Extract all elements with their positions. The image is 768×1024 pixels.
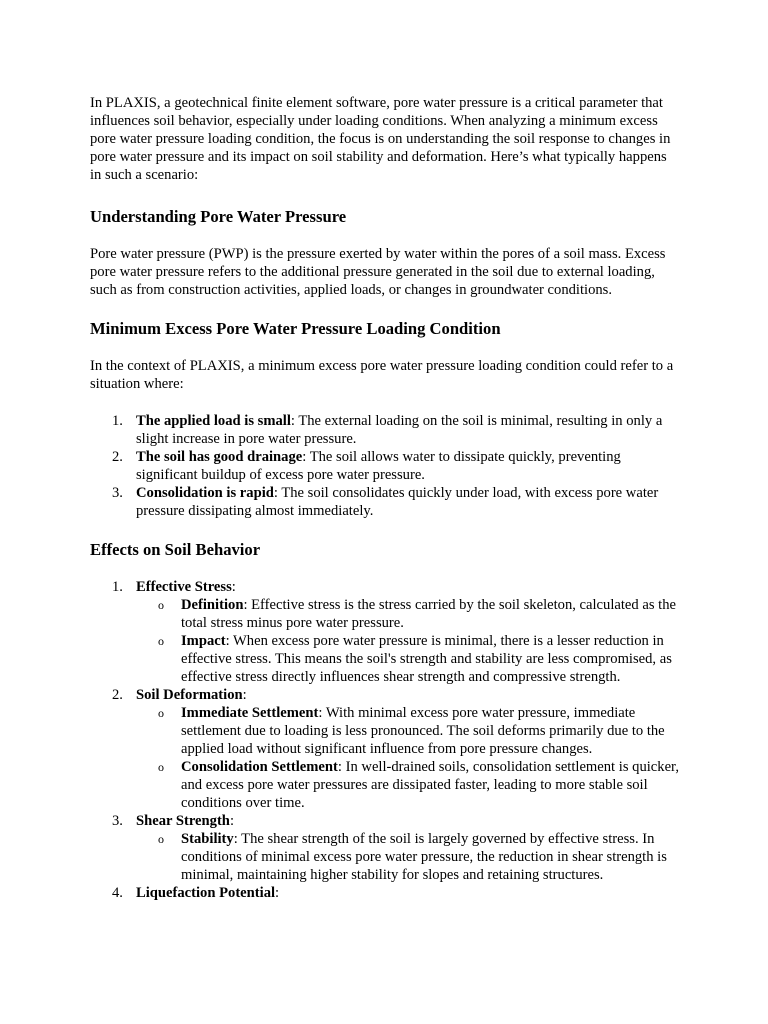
list-number: 2. xyxy=(112,687,123,703)
list-item-text: : The external loading on the soil is minimal, resulting in only a slight increase in pore water pressure. xyxy=(136,413,663,447)
sub-list-item xyxy=(90,704,680,758)
document-page xyxy=(90,94,680,902)
section-heading-understanding-pwp: Understanding Pore Water Pressure xyxy=(90,207,347,226)
bullet-icon: o xyxy=(158,598,164,612)
section-heading-minimum-excess-pwp: Minimum Excess Pore Water Pressure Loading Condition xyxy=(90,319,501,338)
list-item-text: : The soil allows water to dissipate quickly, preventing significant buildup of excess pore water pressure. xyxy=(136,449,621,483)
list-item xyxy=(90,884,680,902)
section-heading-effects: Effects on Soil Behavior xyxy=(90,540,261,559)
list-item xyxy=(90,448,680,484)
sub-list xyxy=(136,596,680,686)
section-paragraph-pwp: Pore water pressure (PWP) is the pressure exerted by water within the pores of a soil mass. Excess pore water pressure refers to the additional pressure generated in the soil due to external loading, such as from construction activities, applied loads, or changes in groundwater conditions. xyxy=(90,246,666,298)
bullet-icon: o xyxy=(158,760,164,774)
list-number: 3. xyxy=(112,813,123,829)
bullet-icon: o xyxy=(158,706,164,720)
sub-item-title: Immediate Settlement xyxy=(181,705,319,721)
sub-list-item xyxy=(90,758,680,812)
list-number: 3. xyxy=(112,485,123,501)
list-item-title: The applied load is small xyxy=(136,413,291,429)
list-item-text: : The soil consolidates quickly under load, with excess pore water pressure dissipating almost immediately. xyxy=(136,485,659,519)
sub-item-text: : The shear strength of the soil is largely governed by effective stress. In conditions of minimal excess pore water pressure, the reduction in shear strength is minimal, maintaining higher stability for slopes and retaining structures. xyxy=(181,831,667,883)
sub-item-text: : Effective stress is the stress carried by the soil skeleton, calculated as the total stress minus pore water pressure. xyxy=(181,597,676,631)
list-item-text: : xyxy=(229,813,234,829)
sub-list-item xyxy=(90,830,680,884)
list-item-title: Consolidation is rapid xyxy=(136,485,274,501)
list-item xyxy=(90,412,680,448)
section-paragraph-context: In the context of PLAXIS, a minimum excess pore water pressure loading condition could refer to a situation where: xyxy=(90,358,674,392)
sub-list-item xyxy=(90,632,680,686)
list-number: 1. xyxy=(112,413,123,429)
sub-item-title: Impact xyxy=(181,633,226,649)
list-item-title: Effective Stress xyxy=(136,579,232,595)
list-number: 4. xyxy=(112,885,123,901)
bullet-icon: o xyxy=(158,832,164,846)
sub-list xyxy=(136,830,680,884)
sub-item-text: : In well-drained soils, consolidation settlement is quicker, and excess pore water pressures are dissipated faster, leading to more stable soil conditions over time. xyxy=(181,759,679,811)
list-item xyxy=(90,812,680,884)
sub-list-item xyxy=(90,596,680,632)
list-number: 1. xyxy=(112,579,123,595)
list-item-text: : xyxy=(231,579,236,595)
list-item xyxy=(90,686,680,812)
list-item-text: : xyxy=(275,885,280,901)
list-item xyxy=(90,578,680,686)
sub-item-text: : When excess pore water pressure is minimal, there is a lesser reduction in effective stress. This means the soil's strength and stability are less compromised, as effective stress directly influences shear strength and compressive strength. xyxy=(181,633,672,685)
list-item-text: : xyxy=(242,687,247,703)
list-item-title: Soil Deformation xyxy=(136,687,243,703)
list-number: 2. xyxy=(112,449,123,465)
sub-item-title: Consolidation Settlement xyxy=(181,759,338,775)
list-item xyxy=(90,484,680,520)
effects-list xyxy=(90,578,680,902)
list-item-title: Shear Strength xyxy=(136,813,230,829)
sub-list xyxy=(136,704,680,812)
sub-item-text: : With minimal excess pore water pressure, immediate settlement due to loading is less pronounced. The soil deforms primarily due to the applied load without significant influence from pore pressure changes. xyxy=(181,705,665,757)
sub-item-title: Stability xyxy=(181,831,234,847)
list-item-title: The soil has good drainage xyxy=(136,449,303,465)
list-item-title: Liquefaction Potential xyxy=(136,885,276,901)
conditions-list xyxy=(90,412,680,520)
sub-item-title: Definition xyxy=(181,597,244,613)
bullet-icon: o xyxy=(158,634,164,648)
intro-paragraph: In PLAXIS, a geotechnical finite element software, pore water pressure is a critical parameter that influences soil behavior, especially under loading conditions. When analyzing a minimum excess pore water pressure loading condition, the focus is on understanding the soil response to changes in pore water pressure and its impact on soil stability and deformation. Here’s what typically happens in such a scenario: xyxy=(90,95,671,183)
